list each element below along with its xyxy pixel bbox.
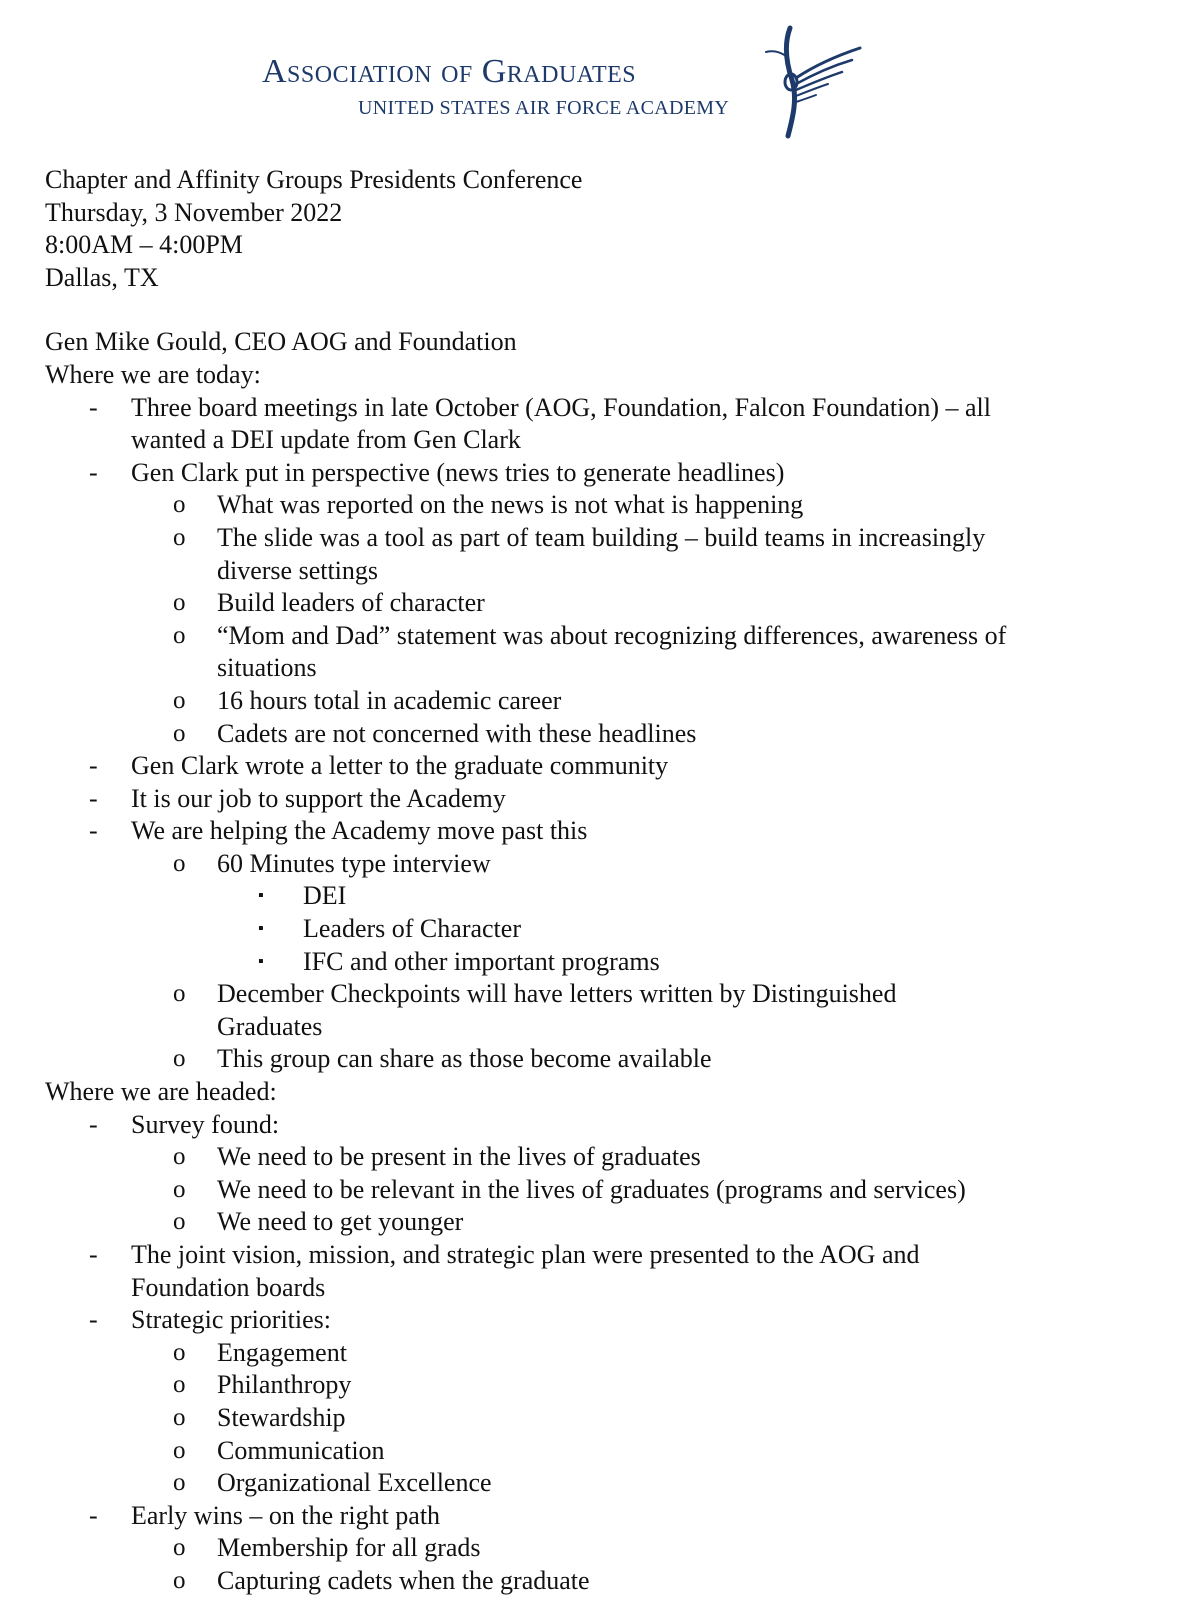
circle-bullet: o <box>173 1469 186 1497</box>
list-item-text: Philanthropy <box>217 1370 352 1400</box>
list-item <box>45 913 1155 946</box>
list-item-text: We need to get younger <box>217 1207 464 1237</box>
section-heading-headed: Where we are headed: <box>45 1077 277 1107</box>
list-item <box>45 1141 1155 1174</box>
list-item-text: Organizational Excellence <box>217 1468 492 1498</box>
circle-bullet: o <box>173 1143 186 1171</box>
circle-bullet: o <box>173 589 186 617</box>
list-item <box>45 1239 1155 1304</box>
list-item <box>45 1500 1155 1533</box>
list-item <box>45 685 1155 718</box>
conference-date: Thursday, 3 November 2022 <box>45 197 343 227</box>
circle-bullet: o <box>173 1175 186 1203</box>
square-bullet: ▪ <box>258 952 264 970</box>
list-item-text: DEI <box>303 881 347 911</box>
list-item-text: Cadets are not concerned with these headlines <box>217 718 697 748</box>
list-item-text: Survey found: <box>131 1109 280 1139</box>
conference-title: Chapter and Affinity Groups Presidents Conference <box>45 165 583 194</box>
list-item-text: We are helping the Academy move past this <box>131 816 588 846</box>
list-item <box>45 1402 1155 1435</box>
list-item <box>45 392 1155 457</box>
speaker-line: Gen Mike Gould, CEO AOG and Foundation <box>45 327 517 357</box>
list-item <box>45 1337 1155 1370</box>
circle-bullet: o <box>173 1338 186 1366</box>
list-item-text: December Checkpoints will have letters written by Distinguished Graduates <box>217 979 897 1041</box>
list-item <box>45 620 1155 685</box>
circle-bullet: o <box>173 1045 186 1073</box>
list-item <box>45 946 1155 979</box>
circle-bullet: o <box>173 1208 186 1236</box>
list-item-text: Gen Clark wrote a letter to the graduate community <box>131 751 669 781</box>
list-item-text: Stewardship <box>217 1402 346 1432</box>
document-body <box>45 164 1155 1598</box>
list-item <box>45 1043 1155 1076</box>
winged-propeller-icon <box>762 22 862 142</box>
square-bullet: ▪ <box>258 887 264 905</box>
list-item <box>45 815 1155 848</box>
circle-bullet: o <box>173 523 186 551</box>
dash-bullet: - <box>89 1305 98 1335</box>
list-item <box>45 848 1155 881</box>
circle-bullet: o <box>173 719 186 747</box>
square-bullet: ▪ <box>258 920 264 938</box>
list-item <box>45 750 1155 783</box>
circle-bullet: o <box>173 1534 186 1562</box>
conference-location: Dallas, TX <box>45 262 159 292</box>
list-item-text: What was reported on the news is not what is happening <box>217 490 804 520</box>
list-item <box>45 489 1155 522</box>
list-item-text: “Mom and Dad” statement was about recognizing differences, awareness of situations <box>217 620 1007 683</box>
spacer <box>45 294 1155 326</box>
list-item-text: Strategic priorities: <box>131 1305 332 1335</box>
list-item <box>45 718 1155 751</box>
list-item <box>45 587 1155 620</box>
list-item-text: 16 hours total in academic career <box>217 685 562 715</box>
dash-bullet: - <box>89 816 98 846</box>
circle-bullet: o <box>173 491 186 519</box>
dash-bullet: - <box>89 1500 98 1530</box>
list-item <box>45 880 1155 913</box>
list-item-text: The slide was a tool as part of team building – build teams in increasingly diverse settings <box>217 522 986 585</box>
circle-bullet: o <box>173 1403 186 1431</box>
list-item-text: Capturing cadets when the graduate <box>217 1565 590 1595</box>
list-item-text: Early wins – on the right path <box>131 1500 441 1530</box>
letterhead <box>262 22 862 142</box>
circle-bullet: o <box>173 621 186 649</box>
section-heading-today: Where we are today: <box>45 359 261 389</box>
list-item-text: It is our job to support the Academy <box>131 783 506 813</box>
list-item-text: Gen Clark put in perspective (news tries to generate headlines) <box>131 457 785 487</box>
list-item <box>45 1304 1155 1337</box>
list-item-text: Leaders of Character <box>303 914 521 944</box>
list-item-text: Build leaders of character <box>217 588 485 618</box>
circle-bullet: o <box>173 849 186 877</box>
dash-bullet: - <box>89 1109 98 1139</box>
list-item-text: The joint vision, mission, and strategic plan were presented to the AOG and Foundation boards <box>131 1240 920 1302</box>
letterhead-subtitle: UNITED STATES AIR FORCE ACADEMY <box>358 97 730 119</box>
list-item <box>45 522 1155 587</box>
list-item-text: We need to be relevant in the lives of graduates (programs and services) <box>217 1174 966 1204</box>
letterhead-title: Association of Graduates <box>262 53 637 90</box>
list-item-text: Three board meetings in late October (AOG, Foundation, Falcon Foundation) – all wanted a DEI update from Gen Clark <box>131 392 991 455</box>
list-item <box>45 1532 1155 1565</box>
circle-bullet: o <box>173 1436 186 1464</box>
circle-bullet: o <box>173 1566 186 1594</box>
list-item <box>45 1467 1155 1500</box>
list-item <box>45 1369 1155 1402</box>
list-item-text: Engagement <box>217 1337 347 1367</box>
dash-bullet: - <box>89 751 98 781</box>
list-item <box>45 978 1155 1043</box>
dash-bullet: - <box>89 392 98 422</box>
dash-bullet: - <box>89 783 98 813</box>
list-item-text: Membership for all grads <box>217 1533 481 1563</box>
list-item-text: IFC and other important programs <box>303 946 660 976</box>
list-item-text: We need to be present in the lives of graduates <box>217 1142 701 1172</box>
circle-bullet: o <box>173 686 186 714</box>
circle-bullet: o <box>173 980 186 1008</box>
list-item <box>45 1435 1155 1468</box>
dash-bullet: - <box>89 1240 98 1269</box>
list-item <box>45 1206 1155 1239</box>
list-item <box>45 1109 1155 1142</box>
dash-bullet: - <box>89 457 98 487</box>
list-item-text: Communication <box>217 1435 385 1465</box>
list-item <box>45 457 1155 490</box>
circle-bullet: o <box>173 1371 186 1399</box>
list-item <box>45 1565 1155 1598</box>
conference-time: 8:00AM – 4:00PM <box>45 230 243 260</box>
list-item-text: This group can share as those become available <box>217 1044 712 1074</box>
list-item <box>45 1174 1155 1207</box>
list-item-text: 60 Minutes type interview <box>217 848 491 878</box>
list-item <box>45 783 1155 816</box>
